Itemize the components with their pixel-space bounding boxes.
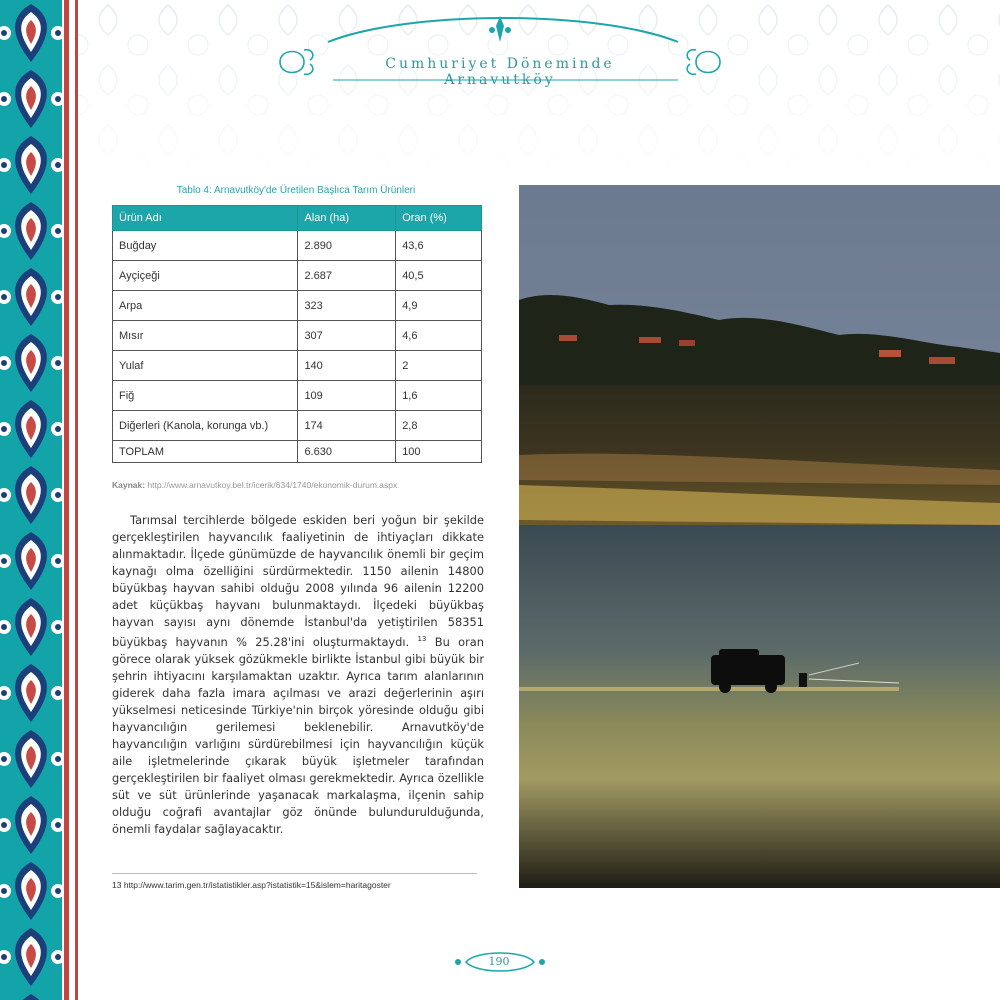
table-row	[113, 231, 482, 261]
header-pattern	[78, 0, 1000, 185]
column-header: Oran (%)	[396, 206, 482, 231]
ornamental-border	[0, 0, 62, 1000]
table-cell: Mısır	[113, 321, 298, 351]
table-cell: 323	[298, 291, 396, 321]
source-url: http://www.arnavutkoy.bel.tr/icerik/634/1740/ekonomik-durum.aspx	[147, 480, 398, 490]
table-cell: 307	[298, 321, 396, 351]
paragraph-text-cont: Bu oran görece olarak yüksek gözükmekle birlikte İstanbul gibi büyük bir şehrin ihtiyacını karşılamaktan uzaktır. Ayrıca tarım alanlarının giderek daha fazla imara açılması ve arazi değerlerinin aşırı yükselmesi neticesinde Türkiye'nin birçok yöresinde olduğu gibi hayvancılığın gerilemesi beklenebilir. Arnavutköy'de hayvancılığın varlığını sürdürebilmesi için hayvancılığın küçük aile işletmelerinde çıkarak büyük işletmeler tarafından gerçekleştirilen bir faaliyet olması gerekmektedir. Ayrıca özellikle süt ve süt ürünlerinde yaşanacak markalaşma, ilçenin sahip olduğu coğrafi avantajlar göz önünde bulundurulduğunda, önemli faydalar sağlayacaktır.	[112, 634, 484, 836]
table-row	[113, 291, 482, 321]
table-total-row	[113, 441, 482, 463]
crops-table	[112, 205, 482, 463]
table-cell: 100	[396, 441, 482, 463]
paragraph-text: Tarımsal tercihlerde bölgede eskiden beri yoğun bir şekilde gerçekleştirilen hayvancılık faaliyetinin de ihtiyaçları dikkate alınmaktadır. İlçede günümüzde de hayvancılık önemli bir geçim kaynağı olma özelliğini sürdürmektedir. 1150 ailenin 14800 büyükbaş hayvan sahibi olduğu 2008 yılında 96 ailenin 12200 adet küçükbaş hayvanı bulunmaktaydı. İlçedeki büyükbaş hayvan sayısı aynı dönemde İstanbul'da yetiştirilen 58351 büyükbaş hayvanın % 25.28'ini oluşturmaktaydı.	[112, 513, 484, 649]
table-source	[112, 480, 397, 490]
body-paragraph	[112, 512, 484, 838]
source-label: Kaynak:	[112, 480, 146, 490]
table-cell: 40,5	[396, 261, 482, 291]
table-caption: Tablo 4: Arnavutköy'de Üretilen Başlıca Tarım Ürünleri	[176, 185, 416, 196]
table-cell: Buğday	[113, 231, 298, 261]
table-cell: TOPLAM	[113, 441, 298, 463]
table-cell: 4,9	[396, 291, 482, 321]
footnote-ref: 13	[417, 635, 427, 643]
table-row	[113, 261, 482, 291]
table-row	[113, 381, 482, 411]
body-text	[112, 512, 484, 838]
table-row	[113, 321, 482, 351]
footnote: 13 http://www.tarim.gen.tr/istatistikler.asp?istatistik=15&islem=haritagoster	[112, 880, 391, 890]
table-cell: Ayçiçeği	[113, 261, 298, 291]
footnote-divider	[112, 873, 477, 874]
table-cell: Diğerleri (Kanola, korunga vb.)	[113, 411, 298, 441]
table-cell: 109	[298, 381, 396, 411]
page-number: 190	[488, 955, 510, 968]
table-cell: 140	[298, 351, 396, 381]
table-row	[113, 351, 482, 381]
column-header: Alan (ha)	[298, 206, 396, 231]
table-header-row	[113, 206, 482, 231]
table-cell: Arpa	[113, 291, 298, 321]
table-cell: 4,6	[396, 321, 482, 351]
table-cell: 174	[298, 411, 396, 441]
table-cell: 2.890	[298, 231, 396, 261]
table-cell: 2.687	[298, 261, 396, 291]
table-cell: 2	[396, 351, 482, 381]
column-header: Ürün Adı	[113, 206, 298, 231]
table-cell: 43,6	[396, 231, 482, 261]
table-cell: Yulaf	[113, 351, 298, 381]
page-header-title: Cumhuriyet Döneminde Arnavutköy	[385, 56, 615, 88]
table-cell: Fiğ	[113, 381, 298, 411]
lake-photo	[519, 185, 1000, 888]
table-row	[113, 411, 482, 441]
table-cell: 1,6	[396, 381, 482, 411]
table-cell: 2,8	[396, 411, 482, 441]
table-cell: 6.630	[298, 441, 396, 463]
